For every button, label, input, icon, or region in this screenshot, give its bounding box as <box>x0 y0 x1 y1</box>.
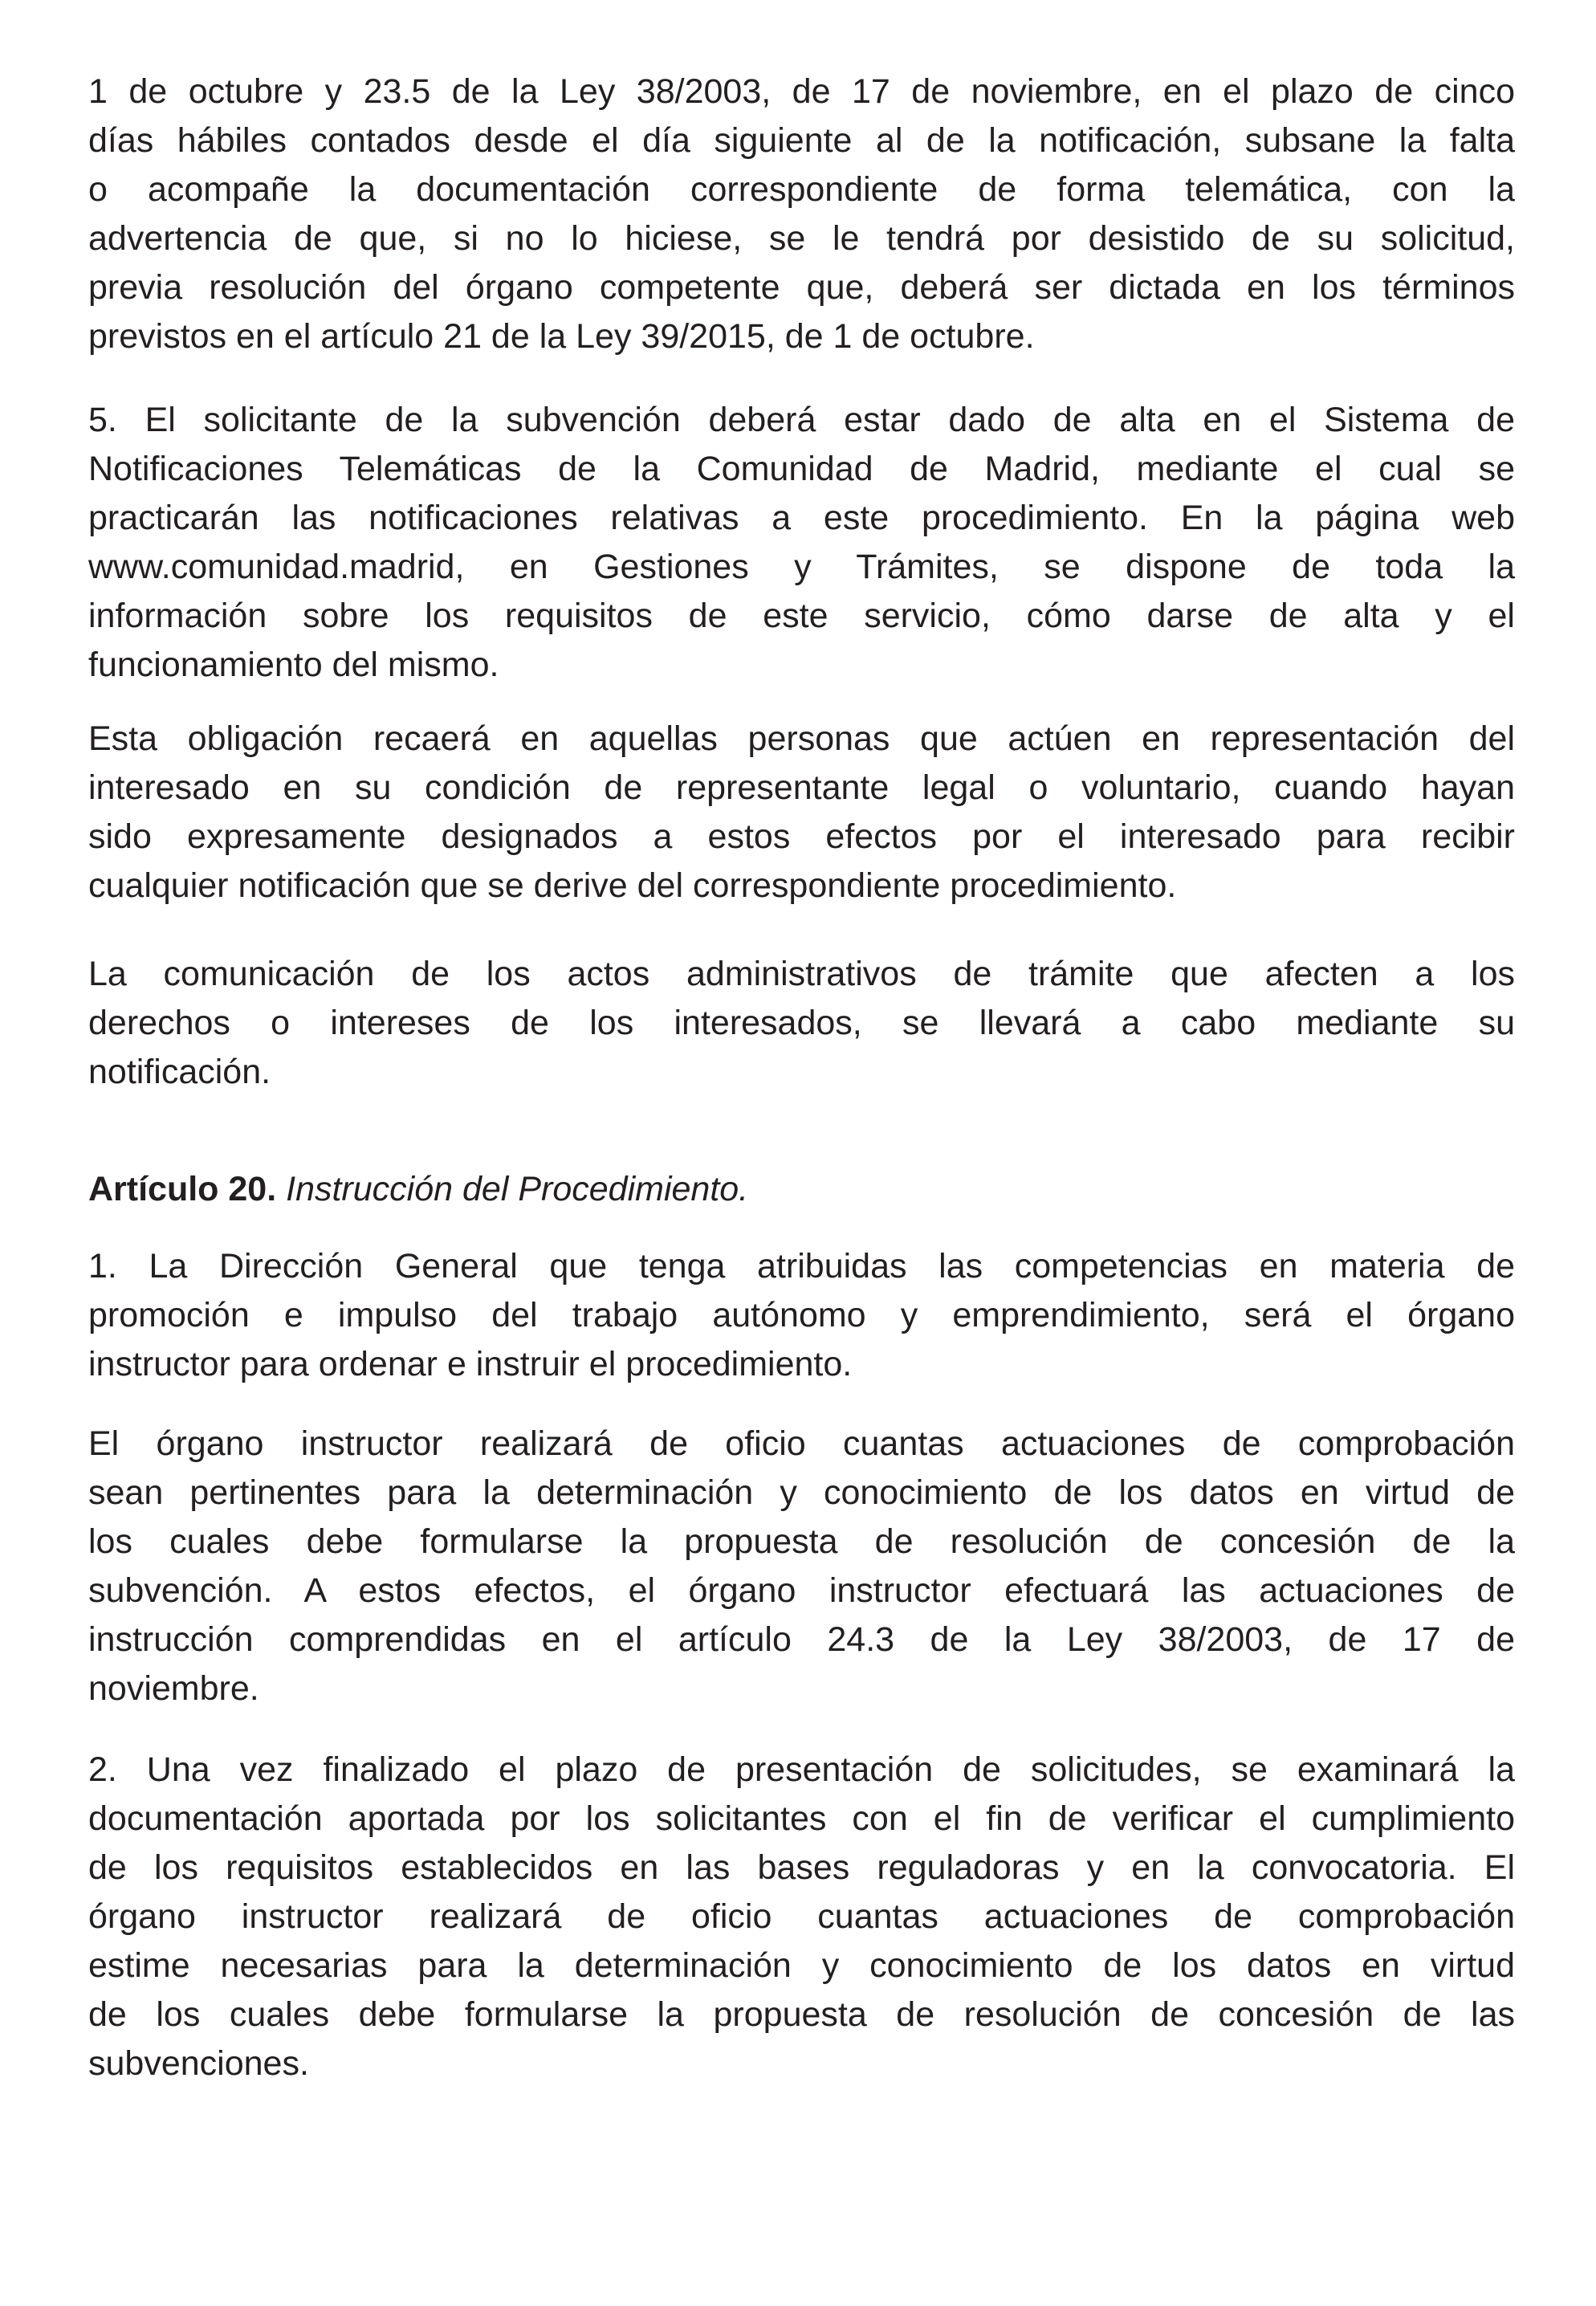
text-line: advertencia de que, si no lo hiciese, se le tendrá por desistido de su solicitud, <box>88 219 1515 258</box>
text-line: practicarán las notificaciones relativas a este procedimiento. En la página web <box>88 499 1515 537</box>
text-line: o acompañe la documentación correspondiente de forma telemática, con la <box>88 170 1515 209</box>
paragraph-examen-documentacion <box>88 1746 1515 2088</box>
text-line: información sobre los requisitos de este servicio, cómo darse de alta y el <box>88 597 1515 635</box>
text-line: funcionamiento del mismo. <box>88 646 499 684</box>
paragraph-plazo-subsanacion <box>88 67 1515 361</box>
text-line: La comunicación de los actos administrativos de trámite que afecten a los <box>88 955 1515 993</box>
text-line: 1 de octubre y 23.5 de la Ley 38/2003, de 17 de noviembre, en el plazo de cinco <box>88 72 1515 111</box>
text-line: noviembre. <box>88 1669 259 1708</box>
text-line: previa resolución del órgano competente que, deberá ser dictada en los términos <box>88 268 1515 307</box>
paragraph-organo-instructor <box>88 1242 1515 1389</box>
text-line: días hábiles contados desde el día siguiente al de la notificación, subsane la falta <box>88 121 1515 160</box>
text-line: estime necesarias para la determinación y conocimiento de los datos en virtud <box>88 1946 1515 1985</box>
article-title: Instrucción del Procedimiento. <box>286 1170 749 1208</box>
text-line: subvención. A estos efectos, el órgano instructor efectuará las actuaciones de <box>88 1571 1515 1610</box>
text-line: El órgano instructor realizará de oficio cuantas actuaciones de comprobación <box>88 1424 1515 1463</box>
text-line: subvenciones. <box>88 2044 309 2083</box>
text-line: de los requisitos establecidos en las bases reguladoras y en la convocatoria. El <box>88 1848 1515 1887</box>
text-line: cualquier notificación que se derive del correspondiente procedimiento. <box>88 866 1177 905</box>
text-line: interesado en su condición de representante legal o voluntario, cuando hayan <box>88 768 1515 807</box>
article-heading <box>88 1165 748 1214</box>
text-line: Esta obligación recaerá en aquellas personas que actúen en representación del <box>88 719 1515 758</box>
text-line: instrucción comprendidas en el artículo 24.3 de la Ley 38/2003, de 17 de <box>88 1620 1515 1659</box>
paragraph-comunicacion-actos <box>88 950 1515 1097</box>
text-line: 5. El solicitante de la subvención deberá estar dado de alta en el Sistema de <box>88 401 1515 439</box>
text-line: sean pertinentes para la determinación y conocimiento de los datos en virtud de <box>88 1473 1515 1512</box>
paragraph-actuaciones-comprobacion <box>88 1420 1515 1713</box>
paragraph-obligacion-representantes <box>88 715 1515 911</box>
text-line: órgano instructor realizará de oficio cuantas actuaciones de comprobación <box>88 1897 1515 1936</box>
text-line: documentación aportada por los solicitantes con el fin de verificar el cumplimiento <box>88 1799 1515 1838</box>
text-line: 2. Una vez finalizado el plazo de presentación de solicitudes, se examinará la <box>88 1750 1515 1789</box>
text-line: notificación. <box>88 1053 271 1091</box>
text-line: 1. La Dirección General que tenga atribuidas las competencias en materia de <box>88 1247 1515 1285</box>
text-line: instructor para ordenar e instruir el procedimiento. <box>88 1345 853 1383</box>
text-line: de los cuales debe formularse la propuesta de resolución de concesión de las <box>88 1995 1515 2034</box>
text-line: promoción e impulso del trabajo autónomo y emprendimiento, será el órgano <box>88 1296 1515 1334</box>
text-line: Notificaciones Telemáticas de la Comunidad de Madrid, mediante el cual se <box>88 450 1515 488</box>
text-line: derechos o intereses de los interesados, se llevará a cabo mediante su <box>88 1004 1515 1042</box>
text-line: previstos en el artículo 21 de la Ley 39/2015, de 1 de octubre. <box>88 317 1035 356</box>
text-line: www.comunidad.madrid, en Gestiones y Trámites, se dispone de toda la <box>88 548 1515 586</box>
article-number: Artículo 20. <box>88 1170 277 1208</box>
text-line: sido expresamente designados a estos efectos por el interesado para recibir <box>88 817 1515 856</box>
text-line: los cuales debe formularse la propuesta de resolución de concesión de la <box>88 1522 1515 1561</box>
paragraph-notificaciones-telematicas <box>88 396 1515 690</box>
